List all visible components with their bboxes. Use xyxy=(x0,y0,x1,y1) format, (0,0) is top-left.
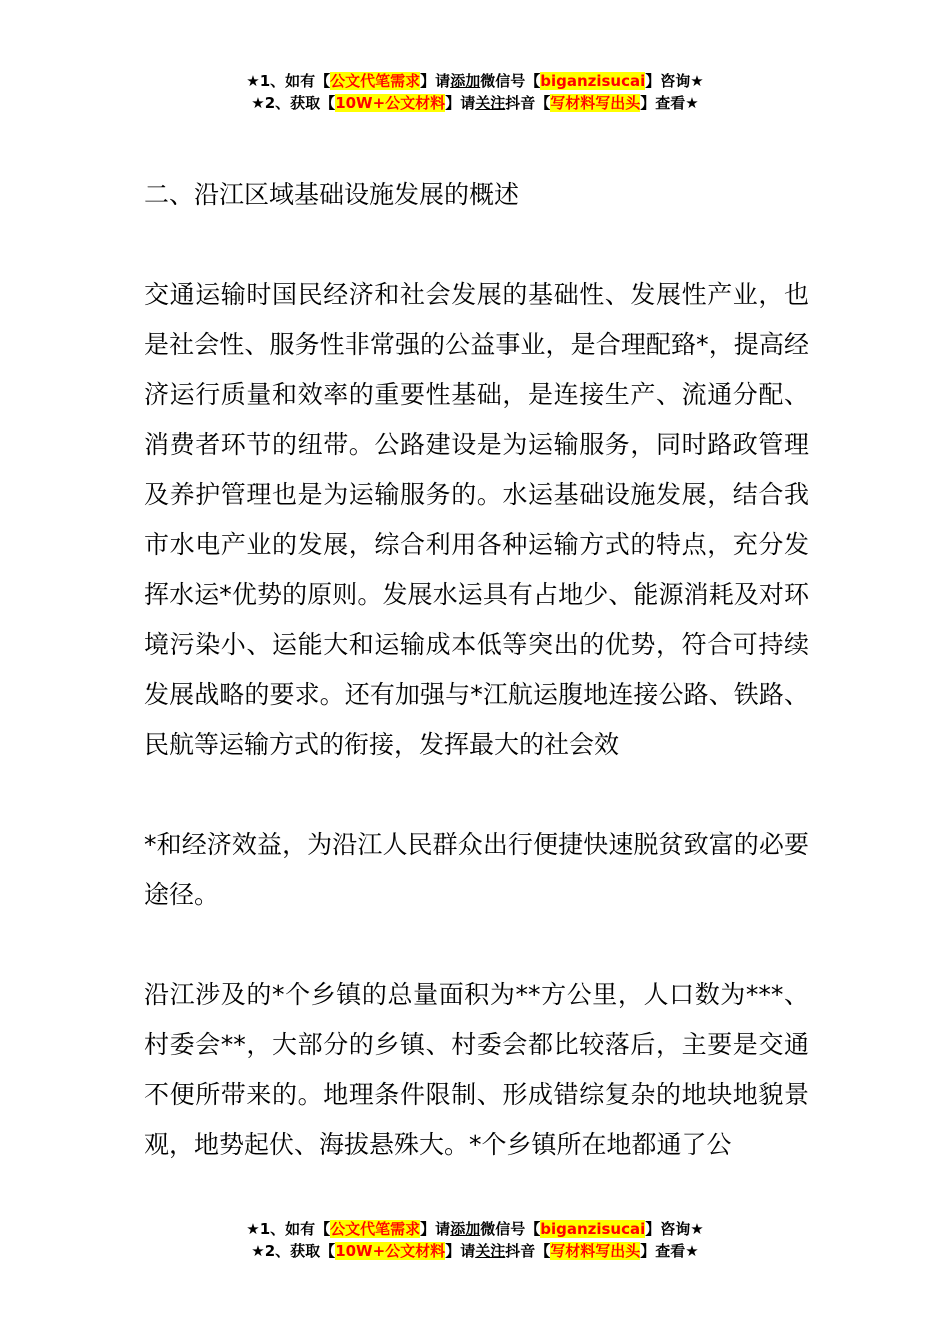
banner-line-1 xyxy=(0,70,950,92)
banner-line-2 xyxy=(0,1240,950,1262)
banner-text: 】请 xyxy=(420,1220,451,1238)
banner-text: 抖音【 xyxy=(505,1242,551,1260)
banner-line-1 xyxy=(0,1218,950,1240)
header-banner xyxy=(0,70,950,114)
highlighted-text: 10W+公文材料 xyxy=(335,94,446,112)
banner-text: 】咨询★ xyxy=(645,1220,704,1238)
underlined-text: 关注 xyxy=(475,1242,506,1260)
document-body xyxy=(144,170,809,1170)
footer-banner xyxy=(0,1218,950,1262)
wechat-id: biganzisucai xyxy=(540,1220,646,1238)
highlighted-text: 10W+公文材料 xyxy=(335,1242,446,1260)
highlighted-text: 公文代笔需求 xyxy=(330,72,421,90)
douyin-id: 写材料写出头 xyxy=(550,94,641,112)
banner-text: 】请 xyxy=(420,72,451,90)
highlighted-text: 公文代笔需求 xyxy=(330,1220,421,1238)
underlined-text: 添加 xyxy=(450,1220,481,1238)
banner-text: ★1、如有【 xyxy=(246,1220,331,1238)
underlined-text: 关注 xyxy=(475,94,506,112)
banner-text: ★1、如有【 xyxy=(246,72,331,90)
paragraph: *和经济效益，为沿江人民群众出行便捷快速脱贫致富的必要途径。 xyxy=(144,830,809,909)
banner-text: 】查看★ xyxy=(640,1242,699,1260)
underlined-text: 添加 xyxy=(450,72,481,90)
banner-text: 】请 xyxy=(445,1242,476,1260)
banner-text: ★2、获取【 xyxy=(251,1242,336,1260)
banner-text: 】请 xyxy=(445,94,476,112)
banner-text: 抖音【 xyxy=(505,94,551,112)
banner-text: ★2、获取【 xyxy=(251,94,336,112)
paragraph: 沿江涉及的*个乡镇的总量面积为**方公里，人口数为***、村委会**，大部分的乡镇、村委会都比较落后，主要是交通不便所带来的。地理条件限制、形成错综复杂的地块地貌景观，地势起伏、海拔悬殊大。*个乡镇所在地都通了公 xyxy=(144,980,809,1159)
section-heading: 二、沿江区域基础设施发展的概述 xyxy=(144,180,520,209)
banner-text: 微信号【 xyxy=(480,72,541,90)
banner-text: 】查看★ xyxy=(640,94,699,112)
paragraph: 交通运输时国民经济和社会发展的基础性、发展性产业，也是社会性、服务性非常强的公益事业，是合理配臵*，提高经济运行质量和效率的重要性基础，是连接生产、流通分配、消费者环节的纽带。公路建设是为运输服务，同时路政管理及养护管理也是为运输服务的。水运基础设施发展，结合我市水电产业的发展，综合利用各种运输方式的特点，充分发挥水运*优势的原则。发展水运具有占地少、能源消耗及对环境污染小、运能大和运输成本低等突出的优势，符合可持续发展战略的要求。还有加强与*江航运腹地连接公路、铁路、民航等运输方式的衔接，发挥最大的社会效 xyxy=(144,280,809,759)
douyin-id: 写材料写出头 xyxy=(550,1242,641,1260)
banner-text: 】咨询★ xyxy=(645,72,704,90)
wechat-id: biganzisucai xyxy=(540,72,646,90)
banner-line-2 xyxy=(0,92,950,114)
banner-text: 微信号【 xyxy=(480,1220,541,1238)
